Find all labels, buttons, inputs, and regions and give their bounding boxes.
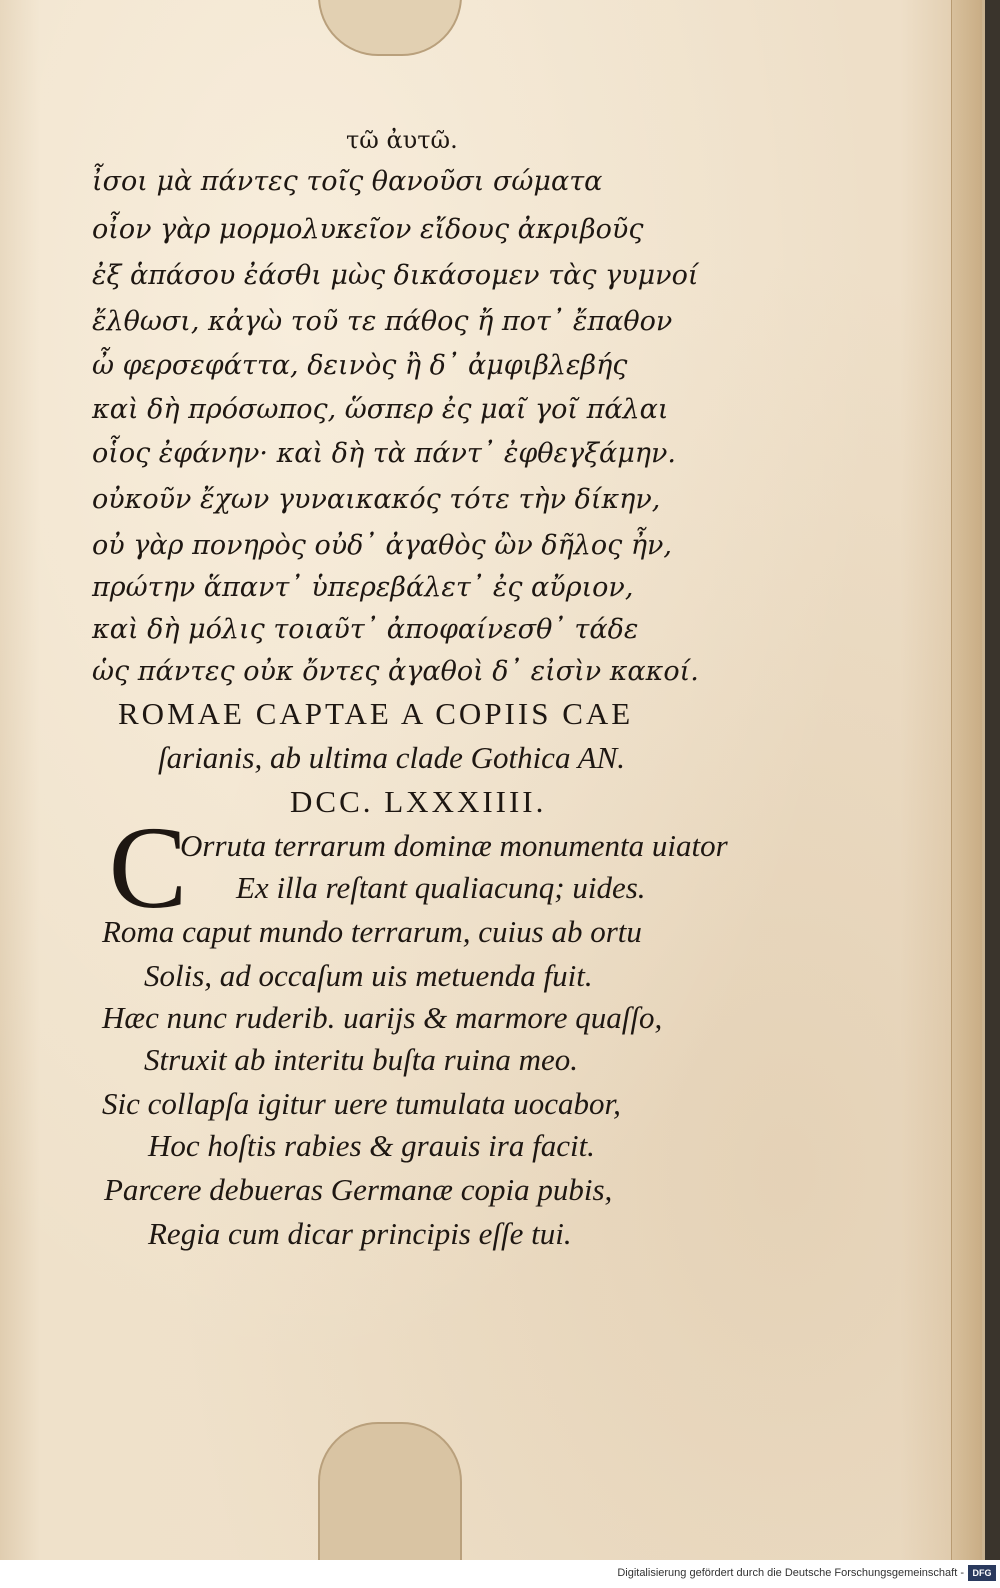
latin-verse-line: Regia cum dicar principis eſſe tui. xyxy=(148,1216,572,1251)
greek-title: τῶ ἀυτῶ. xyxy=(346,126,458,154)
greek-line: οἷος ἐφάνην· καὶ δὴ τὰ πάντ᾽ ἐφθεγξάμην. xyxy=(92,438,676,469)
greek-line: καὶ δὴ μόλις τοιαῦτ᾽ ἀποφαίνεσθ᾽ τάδε xyxy=(92,614,639,645)
greek-line: ἐξ ἁπάσου ἐάσθι μὼς δικάσομεν τὰς γυμνοί xyxy=(92,260,699,291)
latin-verse-line: Hoc hoſtis rabies & grauis ira facit. xyxy=(148,1128,595,1163)
latin-verse-line: Hæc nunc ruderib. uarijs & marmore quaſſo, xyxy=(102,1000,663,1035)
greek-line: καὶ δὴ πρόσωπος, ὥσπερ ἐς μαῖ γοῖ πάλαι xyxy=(92,394,669,425)
greek-line: οὐ γὰρ πονηρὸς οὐδ᾽ ἀγαθὸς ὢν δῆλος ἦν, xyxy=(92,530,673,561)
dfg-logo: DFG xyxy=(968,1565,996,1581)
greek-line: πρώτην ἅπαντ᾽ ὑπερεβάλετ᾽ ἐς αὔριον, xyxy=(92,572,634,603)
section-heading-line-1: ROMAE CAPTAE A COPIIS CAE xyxy=(118,696,634,731)
latin-verse-line: Orruta terrarum dominæ monumenta uiator xyxy=(180,828,728,863)
latin-verse-line: Ex illa reſtant qualiacunq; uides. xyxy=(236,870,646,905)
page-holder-top xyxy=(318,0,462,56)
latin-verse-line: Solis, ad occaſum uis metuenda fuit. xyxy=(144,958,593,993)
drop-cap-initial: C xyxy=(108,802,188,933)
section-heading-line-2: ſarianis, ab ultima clade Gothica AN. xyxy=(158,740,625,775)
section-heading-line-3: DCC. LXXXIIII. xyxy=(290,784,547,819)
greek-line: ὦ φερσεφάττα, δεινὸς ἢ δ᾽ ἀμφιβλεβής xyxy=(92,350,628,381)
greek-line: ἔλθωσι, κἀγὼ τοῦ τε πάθος ἤ ποτ᾽ ἔπαθον xyxy=(92,306,673,337)
latin-verse-line: Sic collapſa igitur uere tumulata uocabor, xyxy=(102,1086,621,1121)
digitization-footer xyxy=(0,1560,1000,1588)
greek-line: ἶσοι μὰ πάντες τοῖς θανοῦσι σώματα xyxy=(92,166,603,197)
greek-line: ὡς πάντες οὐκ ὄντες ἀγαθοὶ δ᾽ εἰσὶν κακοί. xyxy=(92,656,699,687)
greek-line: οἶον γὰρ μορμολυκεῖον εἴδους ἀκριβοῦς xyxy=(92,214,644,245)
page-holder-bottom xyxy=(318,1422,462,1574)
funding-notice: Digitalisierung gefördert durch die Deutsche Forschungsgemeinschaft - xyxy=(617,1567,964,1579)
page-edge xyxy=(951,0,982,1560)
greek-line: οὐκοῦν ἔχων γυναικακός τότε τὴν δίκην, xyxy=(92,484,661,515)
latin-verse-line: Parcere debueras Germanæ copia pubis, xyxy=(104,1172,613,1207)
latin-verse-line: Struxit ab interitu buſta ruina meo. xyxy=(144,1042,578,1077)
latin-verse-line: Roma caput mundo terrarum, cuius ab ortu xyxy=(102,914,642,949)
